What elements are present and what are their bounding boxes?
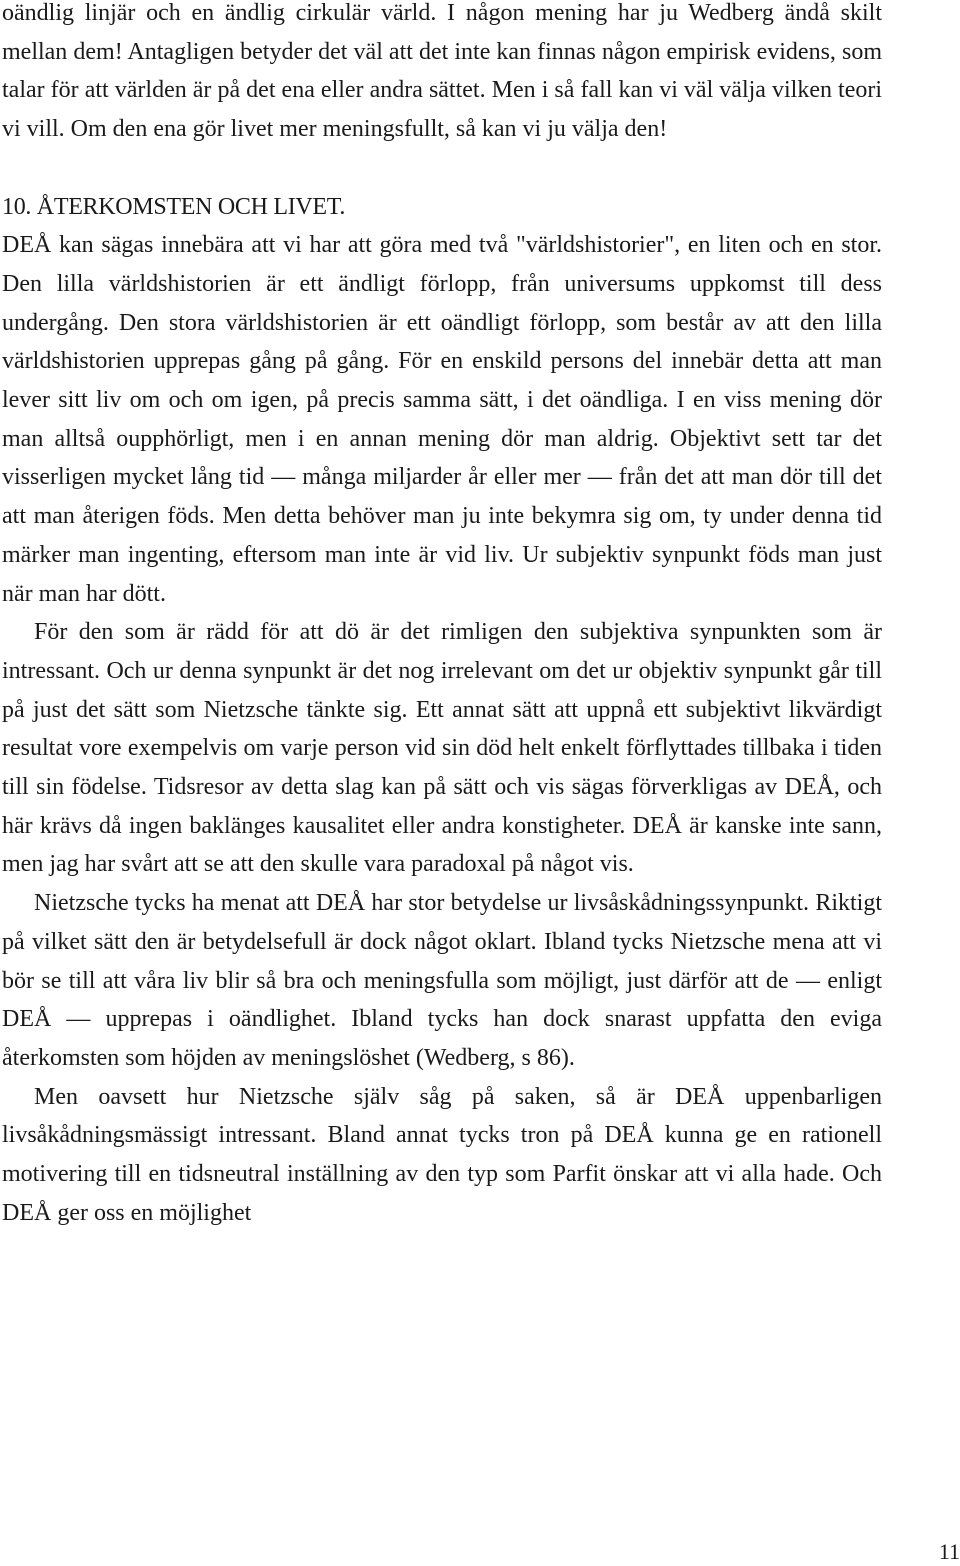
paragraph-gap <box>2 149 882 188</box>
paragraph-subjective-view: För den som är rädd för att dö är det rimligen den subjektiva synpunkten som är intressant. Och ur denna synpunkt är det nog irrelevant om det ur objektiv synpunkt går till på just det sätt som Nietzsche tänkte sig. Ett annat sätt att uppnå ett subjektivt likvärdigt resultat vore exempelvis om varje person vid sin död helt enkelt förflyttades tillbaka i tiden till sin födelse. Tidsresor av detta slag kan på sätt och vis sägas förverkligas av DEÅ, och här krävs då ingen baklänges kausalitet eller andra konstigheter. DEÅ är kanske inte sann, men jag har svårt att se att den skulle vara paradoxal på något vis. <box>2 619 882 878</box>
paragraph-intro: oändlig linjär och en ändlig cirkulär värld. I någon mening har ju Wedberg ändå skilt mellan dem! Antagligen betyder det väl att det inte kan finnas någon empirisk evidens, som talar för att världen är på det ena eller andra sättet. Men i så fall kan vi väl välja vilken teori vi vill. Om den ena gör livet mer meningsfullt, så kan vi ju välja den! <box>2 0 882 143</box>
paragraph-deå-definition: DEÅ kan sägas innebära att vi har att göra med två "världshistorier", en liten och en stor. Den lilla världshistorien är ett ändligt förlopp, från universums uppkomst till dess undergång. Den stora världshistorien är ett oändligt förlopp, som består av att den lilla världshistorien upprepas gång på gång. För en enskild persons del innebär detta att man lever sitt liv om och om igen, på precis samma sätt, i det oändliga. I en viss mening dör man alltså oupphörligt, men i en annan mening dör man aldrig. Objektivt sett tar det visserligen mycket lång tid — många miljarder år eller mer — från det att man dör till det att man återigen föds. Men detta behöver man ju inte bekymra sig om, ty under denna tid märker man ingenting, eftersom man inte är vid liv. Ur subjektiv synpunkt föds man just när man har dött. <box>2 232 882 607</box>
page-number: 11 <box>938 1539 960 1564</box>
document-page <box>2 0 882 1232</box>
paragraph-life-view: Men oavsett hur Nietzsche själv såg på saken, så är DEÅ uppenbarligen livsåkådningsmässigt intressant. Bland annat tycks tron på DEÅ kunna ge en rationell motivering till en tidsneutral inställning av den typ som Parfit önskar att vi alla hade. Och DEÅ ger oss en möjlighet <box>2 1083 882 1226</box>
paragraph-nietzsche-significance: Nietzsche tycks ha menat att DEÅ har stor betydelse ur livsåskådningssynpunkt. Riktigt på vilket sätt den är betydelsefull är dock något oklart. Ibland tycks Nietzsche mena att vi bör se till att våra liv blir så bra och meningsfulla som möjligt, just därför att de — enligt DEÅ — upprepas i oändlighet. Ibland tycks han dock snarast uppfatta den eviga återkomsten som höjden av meningslöshet (Wedberg, s 86). <box>2 890 882 1071</box>
section-heading: 10. ÅTERKOMSTEN OCH LIVET. <box>2 193 346 220</box>
